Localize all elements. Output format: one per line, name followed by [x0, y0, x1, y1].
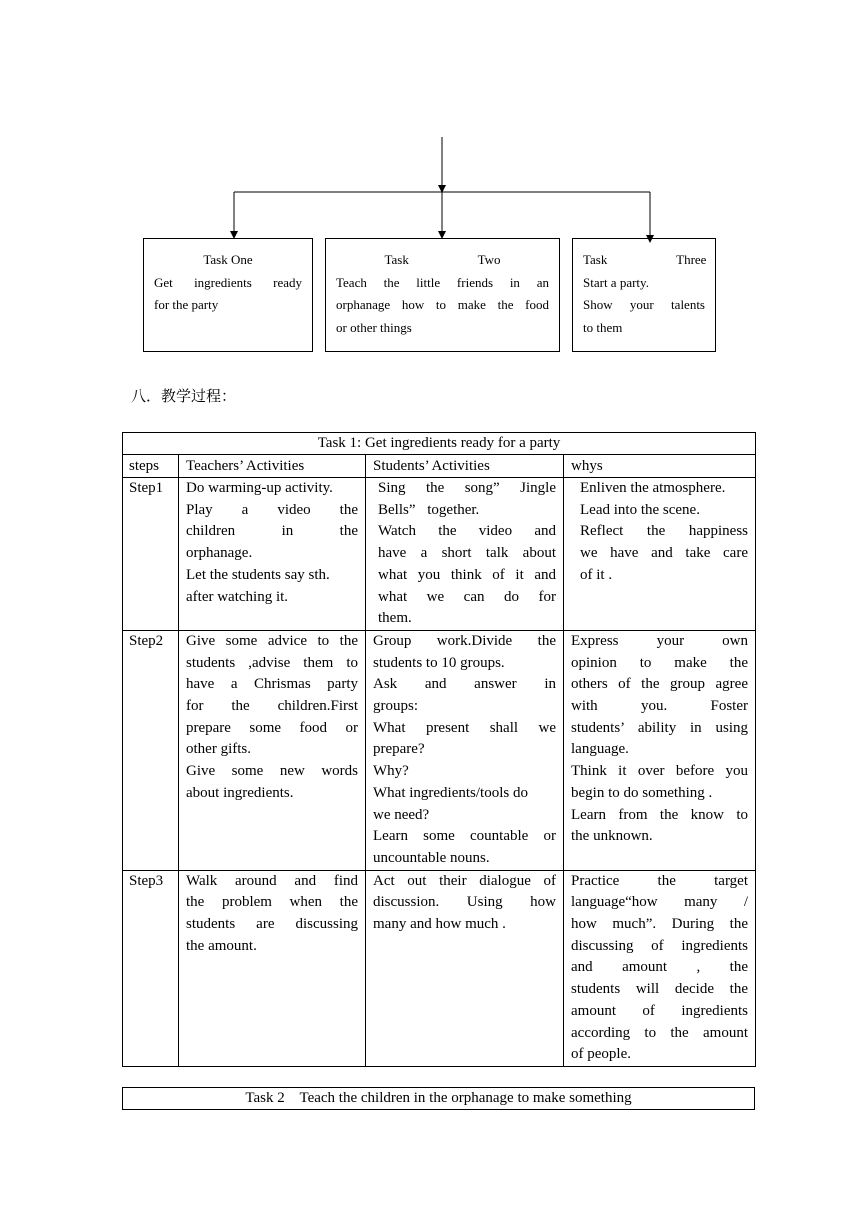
text-line: Act out their dialogue of — [373, 872, 556, 889]
text-line: Lead into the scene. — [580, 501, 700, 518]
text-line: have a short talk about — [378, 545, 556, 562]
text-line: students will decide the — [571, 981, 748, 998]
text-line: the amount. — [186, 937, 257, 954]
text-line: language“how many / — [571, 894, 748, 911]
header-students-activities: Students’ Activities — [366, 455, 564, 478]
text-line: children in the — [186, 523, 358, 540]
text-line: others of the group agree — [571, 676, 748, 693]
task-two-title: Task Two — [384, 252, 501, 267]
task-two-line: or other things — [336, 319, 412, 335]
text-line: Walk around and find — [186, 872, 358, 889]
text-line: discussion. Using how — [373, 894, 556, 911]
task-three-line: to them — [583, 319, 623, 335]
student-activities — [366, 870, 564, 1066]
text-line: we need? — [373, 806, 430, 823]
text-line: Learn some countable or — [373, 828, 556, 845]
task2-table — [122, 1087, 755, 1110]
table-row — [123, 478, 756, 631]
task-one-line: Get ingredients ready — [154, 274, 302, 290]
text-line: Let the students say sth. — [186, 566, 330, 583]
text-line: Reflect the happiness — [580, 523, 748, 540]
text-line: Give some new words — [186, 763, 358, 780]
task-three-box — [572, 238, 716, 352]
text-line: what you think of it and — [378, 566, 556, 583]
text-line: What present shall we — [373, 719, 556, 736]
text-line: prepare? — [373, 741, 425, 758]
task1-title: Task 1: Get ingredients ready for a party — [123, 433, 756, 455]
task-three-title: Task Three — [583, 252, 707, 267]
task-three-line: Start a party. — [583, 274, 649, 290]
text-line: Sing the song” Jingle — [378, 480, 556, 496]
header-steps: steps — [123, 455, 179, 478]
text-line: amount of ingredients — [571, 1002, 748, 1019]
text-line: and amount , the — [571, 959, 748, 976]
text-line: Do warming-up activity. — [186, 480, 333, 496]
text-line: how much”. During the — [571, 916, 748, 933]
text-line: Think it over before you — [571, 763, 748, 780]
text-line: opinion to make the — [571, 654, 748, 671]
teacher-activities — [179, 630, 366, 870]
text-line: groups: — [373, 698, 418, 715]
step-label: Step2 — [123, 630, 179, 870]
header-teachers-activities: Teachers’ Activities — [179, 455, 366, 478]
text-line: Group work.Divide the — [373, 632, 556, 649]
task1-header-row — [123, 455, 756, 478]
text-line: what we can do for — [378, 588, 556, 605]
task-two-box — [325, 238, 560, 352]
task2-title: Task 2 Teach the children in the orphanage to make something — [123, 1088, 755, 1110]
text-line: students are discussing — [186, 916, 358, 933]
text-line: prepare some food or — [186, 719, 358, 736]
text-line: discussing of ingredients — [571, 937, 748, 954]
text-line: the unknown. — [571, 828, 653, 845]
task2-title-row — [123, 1088, 755, 1110]
text-line: of it . — [580, 566, 613, 583]
text-line: after watching it. — [186, 588, 289, 605]
text-line: Bells” together. — [378, 501, 480, 518]
whys-cell — [564, 478, 756, 631]
task-one-title: Task One — [203, 252, 253, 267]
text-line: we have and take care — [580, 545, 748, 562]
text-line: What ingredients/tools do — [373, 784, 528, 801]
text-line: them. — [378, 610, 412, 627]
text-line: uncountable nouns. — [373, 849, 490, 866]
text-line: other gifts. — [186, 741, 251, 758]
section-heading: 八．教学过程： — [131, 387, 237, 405]
text-line: many and how much . — [373, 916, 506, 933]
text-line: Why? — [373, 763, 409, 780]
text-line: students’ ability in using — [571, 719, 748, 736]
text-line: Practice the target — [571, 872, 748, 889]
text-line: orphanage. — [186, 545, 253, 562]
text-line: Learn from the know to — [571, 806, 748, 823]
table-row — [123, 870, 756, 1066]
text-line: with you. Foster — [571, 698, 748, 715]
text-line: for the children.First — [186, 698, 358, 715]
student-activities — [366, 630, 564, 870]
text-line: the problem when the — [186, 894, 358, 911]
whys-cell — [564, 630, 756, 870]
step-label: Step1 — [123, 478, 179, 631]
task-two-line: orphanage how to make the food — [336, 297, 549, 312]
text-line: about ingredients. — [186, 784, 294, 801]
text-line: Express your own — [571, 632, 748, 649]
task1-title-row — [123, 433, 756, 455]
text-line: students to 10 groups. — [373, 654, 505, 671]
text-line: Ask and answer in — [373, 676, 556, 693]
task-three-line: Show your talents — [583, 297, 705, 312]
table-row — [123, 630, 756, 870]
text-line: language. — [571, 741, 629, 758]
text-line: have a Chrismas party — [186, 676, 358, 693]
student-activities — [366, 478, 564, 631]
text-line: of people. — [571, 1046, 631, 1063]
whys-cell — [564, 870, 756, 1066]
text-line: begin to do something . — [571, 784, 713, 801]
step-label: Step3 — [123, 870, 179, 1066]
task1-table — [122, 432, 756, 1067]
task-two-line: Teach the little friends in an — [336, 274, 549, 290]
header-whys: whys — [564, 455, 756, 478]
text-line: Give some advice to the — [186, 632, 358, 649]
text-line: Play a video the — [186, 501, 358, 518]
text-line: students ,advise them to — [186, 654, 358, 671]
text-line: Enliven the atmosphere. — [580, 480, 726, 496]
text-line: according to the amount — [571, 1024, 748, 1041]
task-one-line: for the party — [154, 297, 219, 312]
teacher-activities — [179, 478, 366, 631]
teacher-activities — [179, 870, 366, 1066]
task-one-box — [143, 238, 313, 352]
text-line: Watch the video and — [378, 523, 556, 540]
